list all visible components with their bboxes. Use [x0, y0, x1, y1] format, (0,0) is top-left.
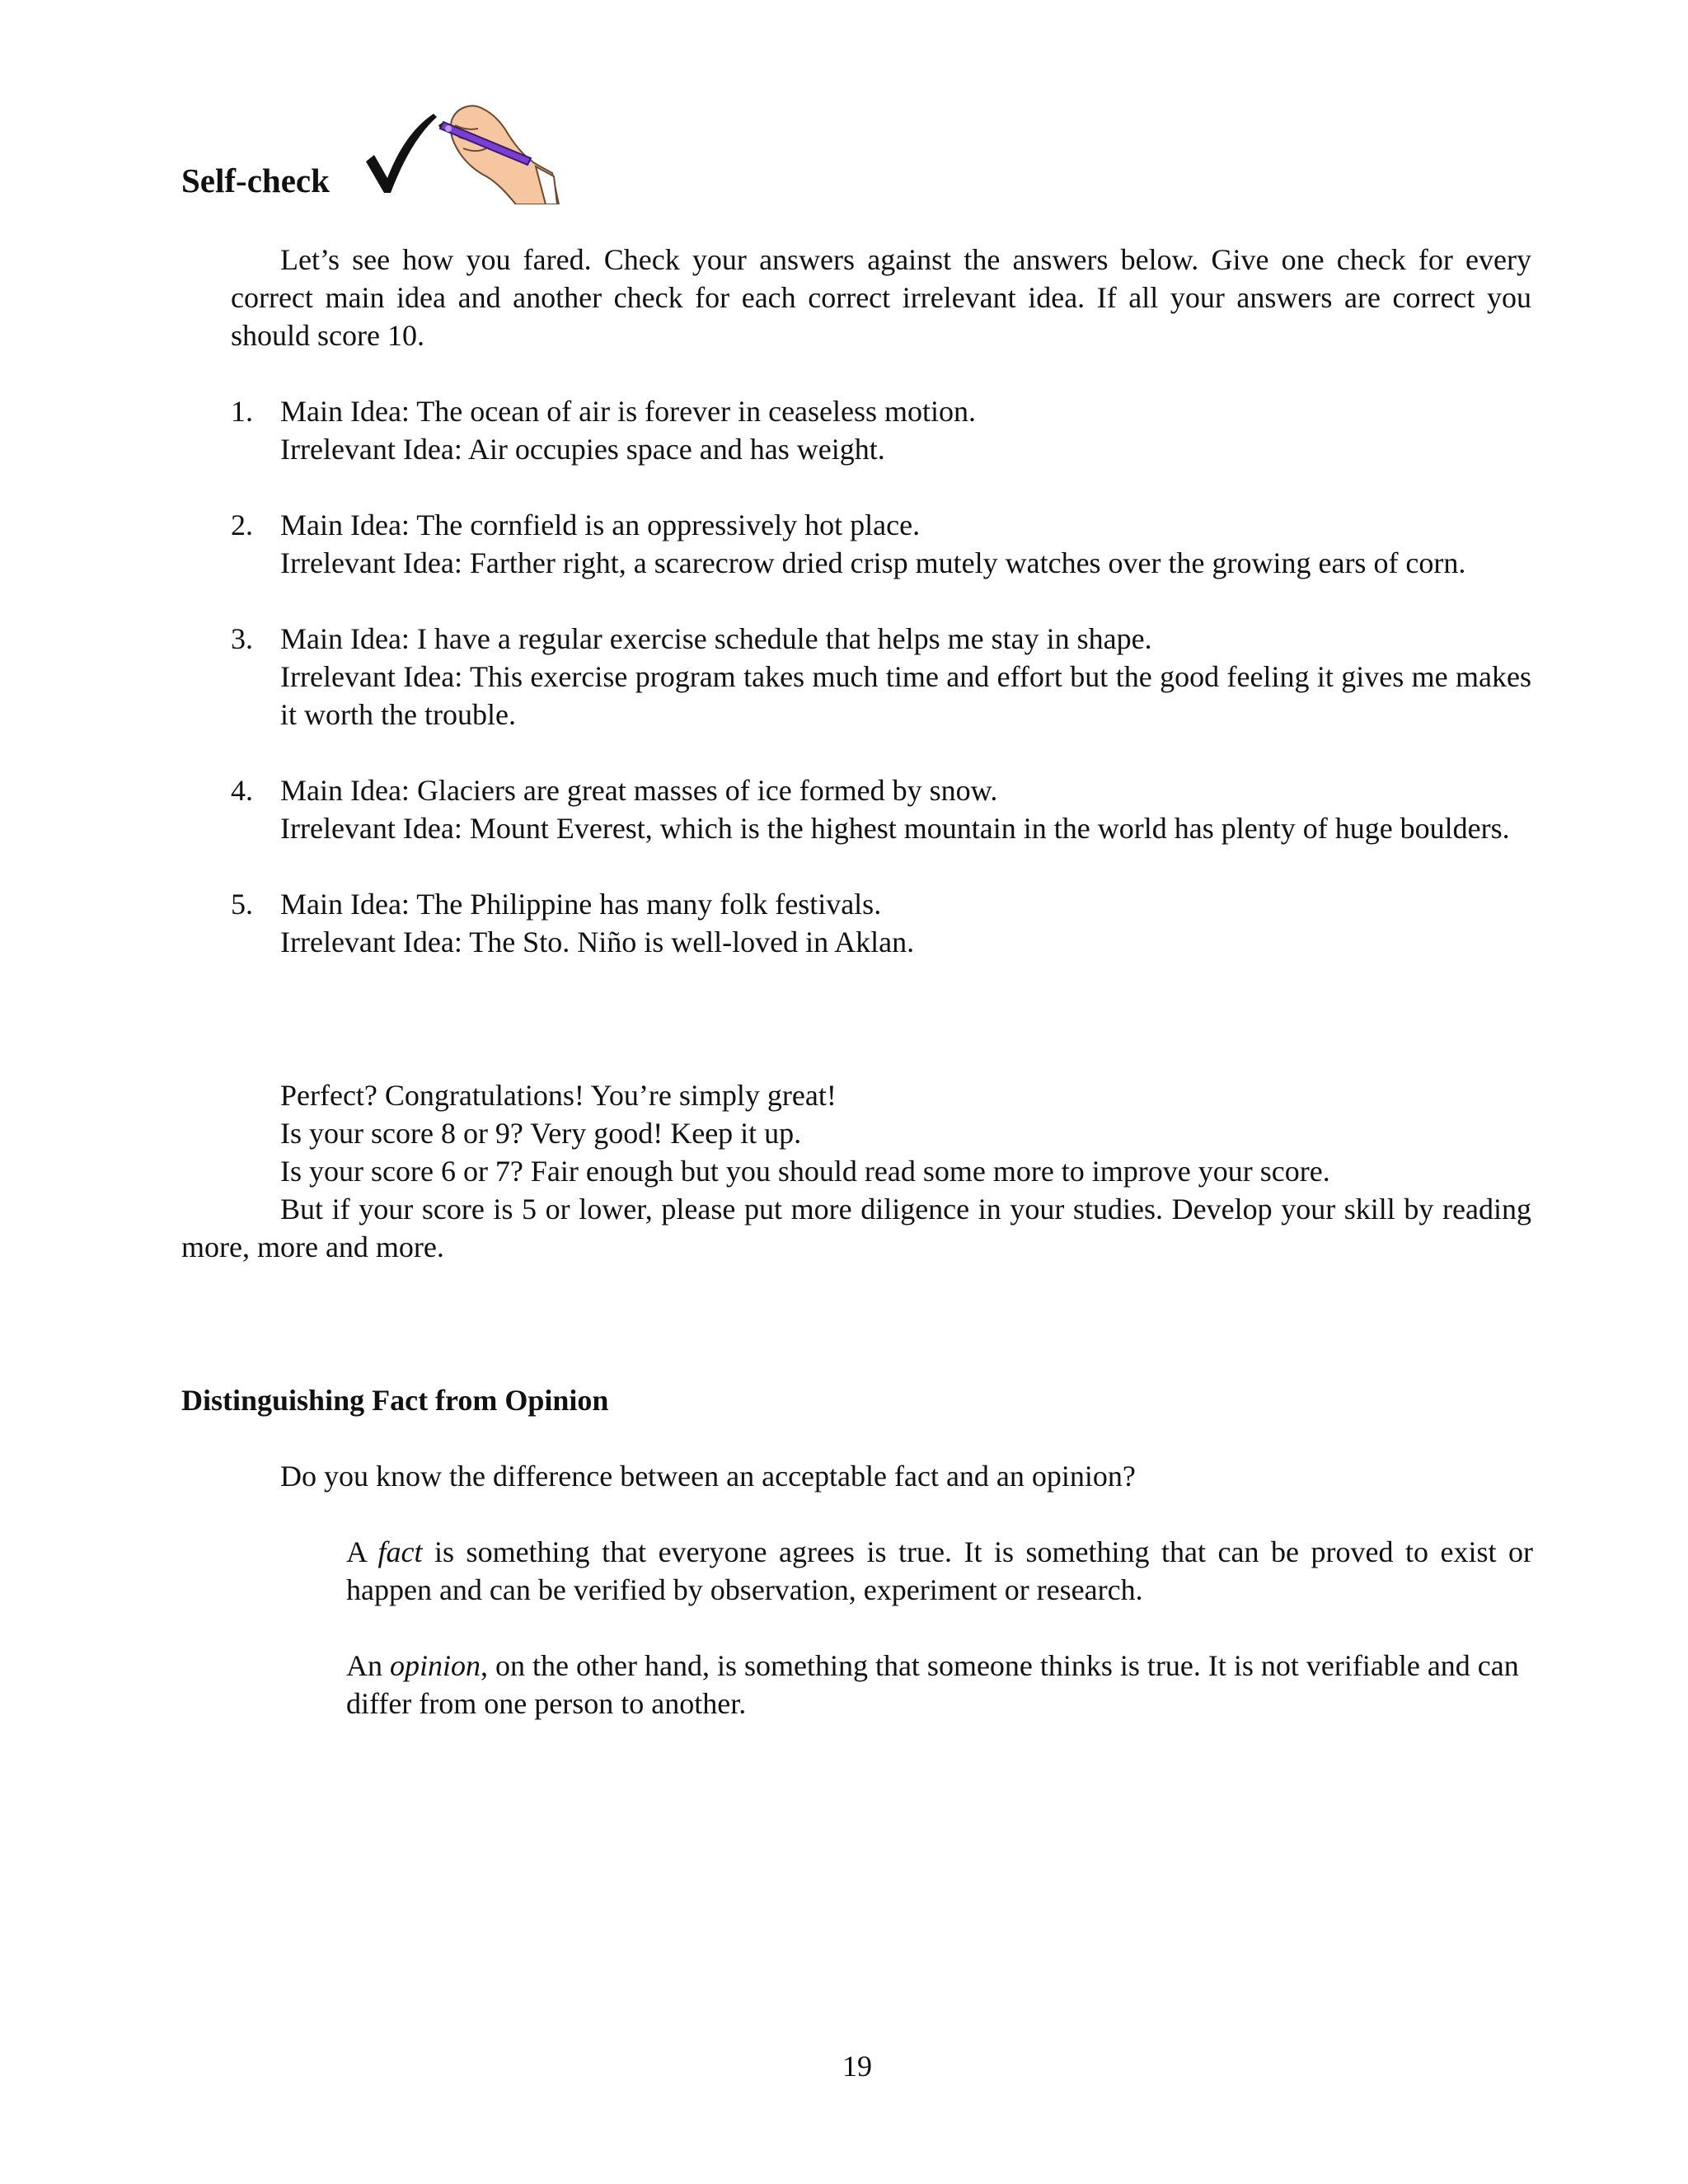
- answer-key-list: [231, 392, 1531, 999]
- list-item: [231, 885, 1531, 961]
- irrelevant-idea-answer: Irrelevant Idea: Air occupies space and has weight.: [280, 433, 885, 466]
- score-feedback: [181, 1076, 1531, 1266]
- score-5-lower-text: But if your score is 5 or lower, please put more diligence in your studies. Develop your skill by reading more, more and more.: [181, 1193, 1531, 1263]
- irrelevant-idea-answer: Irrelevant Idea: Farther right, a scarecrow dried crisp mutely watches over the growing ears of corn.: [280, 546, 1466, 579]
- item-number: 1.: [231, 395, 253, 428]
- score-8-9-text: Is your score 8 or 9? Very good! Keep it up.: [280, 1117, 802, 1150]
- opinion-term: opinion: [390, 1649, 481, 1682]
- fact-definition: [346, 1533, 1533, 1609]
- opinion-definition-prefix: An: [346, 1649, 390, 1682]
- main-idea-answer: Main Idea: Glaciers are great masses of ice formed by snow.: [280, 774, 998, 807]
- main-idea-answer: Main Idea: I have a regular exercise schedule that helps me stay in shape.: [280, 622, 1152, 655]
- irrelevant-idea-answer: Irrelevant Idea: The Sto. Niño is well-loved in Aklan.: [280, 926, 915, 958]
- fact-term: fact: [377, 1535, 423, 1568]
- self-check-heading: Self-check: [181, 162, 330, 199]
- opinion-definition: [346, 1647, 1533, 1722]
- page-number: 19: [842, 2050, 872, 2083]
- list-item: [231, 620, 1531, 733]
- item-number: 5.: [231, 888, 253, 921]
- fact-definition-prefix: A: [346, 1535, 378, 1568]
- list-item: [231, 392, 1531, 468]
- main-idea-answer: Main Idea: The ocean of air is forever in ceaseless motion.: [280, 395, 977, 428]
- fact-opinion-question: Do you know the difference between an acceptable fact and an opinion?: [280, 1460, 1136, 1493]
- irrelevant-idea-answer: Irrelevant Idea: This exercise program takes much time and effort but the good feeling it gives me makes it worth the trouble.: [280, 660, 1531, 731]
- item-number: 4.: [231, 774, 253, 807]
- item-number: 2.: [231, 509, 253, 541]
- check-mark-and-writing-hand-icon: [363, 97, 560, 204]
- self-check-instructions: Let’s see how you fared. Check your answers against the answers below. Give one check for every correct main idea and another check for each correct irrelevant idea. If all your answers are correct you should score 10.: [231, 243, 1531, 352]
- score-perfect-text: Perfect? Congratulations! You’re simply great!: [280, 1079, 837, 1112]
- list-item: [231, 506, 1531, 582]
- fact-definition-text: is something that everyone agrees is true. It is something that can be proved to exist or happen and can be verified by observation, experiment or research.: [346, 1535, 1533, 1606]
- main-idea-answer: Main Idea: The cornfield is an oppressively hot place.: [280, 509, 921, 541]
- score-6-7-text: Is your score 6 or 7? Fair enough but you should read some more to improve your score.: [280, 1155, 1330, 1188]
- irrelevant-idea-answer: Irrelevant Idea: Mount Everest, which is the highest mountain in the world has plenty of huge boulders.: [280, 812, 1510, 845]
- main-idea-answer: Main Idea: The Philippine has many folk festivals.: [280, 888, 882, 921]
- list-item: [231, 771, 1531, 847]
- item-number: 3.: [231, 622, 253, 655]
- opinion-definition-text: , on the other hand, is something that someone thinks is true. It is not verifiable and can differ from one person to another.: [346, 1649, 1519, 1720]
- fact-opinion-heading: Distinguishing Fact from Opinion: [181, 1384, 609, 1417]
